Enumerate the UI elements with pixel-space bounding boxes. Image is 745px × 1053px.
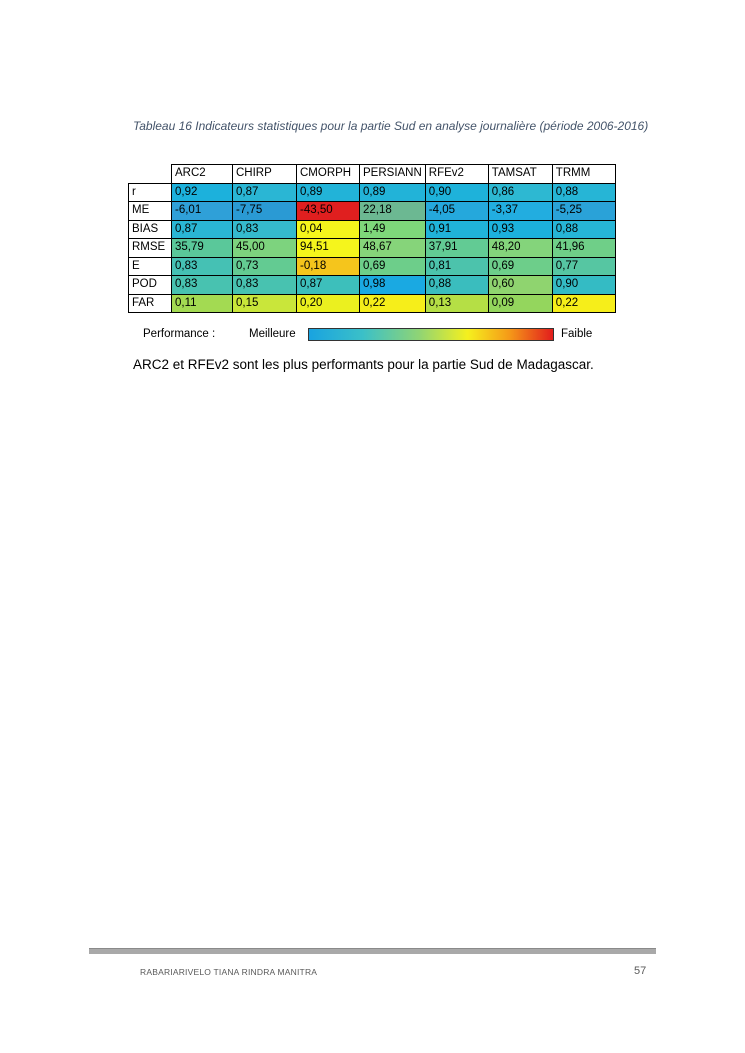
table-cell: -0,18	[297, 257, 360, 276]
legend-gradient-bar	[308, 328, 554, 341]
table-cell: 0,93	[488, 220, 552, 239]
table-cell: 0,83	[172, 257, 233, 276]
table-cell: 0,87	[233, 183, 297, 202]
column-header: CHIRP	[233, 165, 297, 184]
table-row	[129, 294, 616, 313]
table-cell: -43,50	[297, 202, 360, 221]
table-cell: 0,89	[297, 183, 360, 202]
table-cell: 0,87	[172, 220, 233, 239]
table-cell: 37,91	[425, 239, 488, 258]
table-row	[129, 183, 616, 202]
table-row	[129, 220, 616, 239]
statistics-table	[128, 164, 616, 313]
table-cell: 0,86	[488, 183, 552, 202]
table-cell: 41,96	[552, 239, 615, 258]
performance-legend	[128, 326, 618, 344]
page-number: 57	[634, 965, 647, 977]
table-cell: 0,98	[360, 276, 426, 295]
table-cell: -7,75	[233, 202, 297, 221]
table-cell: 0,22	[360, 294, 426, 313]
row-header: POD	[129, 276, 172, 295]
table-body	[129, 183, 616, 313]
table-cell: 35,79	[172, 239, 233, 258]
table-cell: 0,69	[360, 257, 426, 276]
table-cell: 0,90	[552, 276, 615, 295]
row-header: FAR	[129, 294, 172, 313]
table-cell: 0,92	[172, 183, 233, 202]
footer-author: RABARIARIVELO TIANA RINDRA MANITRA	[140, 967, 318, 977]
table-row	[129, 239, 616, 258]
table-cell: 0,73	[233, 257, 297, 276]
table-cell: -6,01	[172, 202, 233, 221]
table-row	[129, 202, 616, 221]
column-header: TRMM	[552, 165, 615, 184]
column-header: TAMSAT	[488, 165, 552, 184]
table-cell: 0,22	[552, 294, 615, 313]
legend-worst-label: Faible	[561, 328, 593, 340]
table-cell: 45,00	[233, 239, 297, 258]
legend-title: Performance :	[143, 328, 216, 340]
legend-best-label: Meilleure	[249, 328, 296, 340]
conclusion-text: ARC2 et RFEv2 sont les plus performants pour la partie Sud de Madagascar.	[133, 357, 594, 372]
table-cell: -3,37	[488, 202, 552, 221]
table-caption: Tableau 16 Indicateurs statistiques pour la partie Sud en analyse journalière (période 2006-2016)	[133, 119, 649, 133]
table-cell: 0,91	[425, 220, 488, 239]
table-cell: 1,49	[360, 220, 426, 239]
table-cell: 0,13	[425, 294, 488, 313]
table-cell: 0,04	[297, 220, 360, 239]
table-row	[129, 276, 616, 295]
column-header: PERSIANN	[360, 165, 426, 184]
table-row	[129, 257, 616, 276]
row-header: BIAS	[129, 220, 172, 239]
table-cell: 0,09	[488, 294, 552, 313]
row-header: E	[129, 257, 172, 276]
table-cell: 0,87	[297, 276, 360, 295]
table-cell: 0,88	[552, 220, 615, 239]
table-cell: 0,20	[297, 294, 360, 313]
table-cell: 0,60	[488, 276, 552, 295]
table-header-row	[129, 165, 616, 184]
row-header: ME	[129, 202, 172, 221]
table-cell: 0,69	[488, 257, 552, 276]
table-cell: 0,11	[172, 294, 233, 313]
table-cell: 0,83	[233, 220, 297, 239]
table-cell: 0,81	[425, 257, 488, 276]
table-cell: 0,15	[233, 294, 297, 313]
table-corner-cell	[129, 165, 172, 184]
table-cell: 48,20	[488, 239, 552, 258]
table-cell: 0,77	[552, 257, 615, 276]
table-cell: 0,88	[425, 276, 488, 295]
table-cell: -5,25	[552, 202, 615, 221]
table-cell: -4,05	[425, 202, 488, 221]
table-cell: 94,51	[297, 239, 360, 258]
column-header: CMORPH	[297, 165, 360, 184]
footer-divider	[89, 948, 656, 954]
row-header: r	[129, 183, 172, 202]
table-cell: 0,88	[552, 183, 615, 202]
table-cell: 0,83	[233, 276, 297, 295]
column-header: RFEv2	[425, 165, 488, 184]
table-cell: 22,18	[360, 202, 426, 221]
table-cell: 48,67	[360, 239, 426, 258]
column-header: ARC2	[172, 165, 233, 184]
table-cell: 0,89	[360, 183, 426, 202]
table-cell: 0,83	[172, 276, 233, 295]
table-cell: 0,90	[425, 183, 488, 202]
row-header: RMSE	[129, 239, 172, 258]
